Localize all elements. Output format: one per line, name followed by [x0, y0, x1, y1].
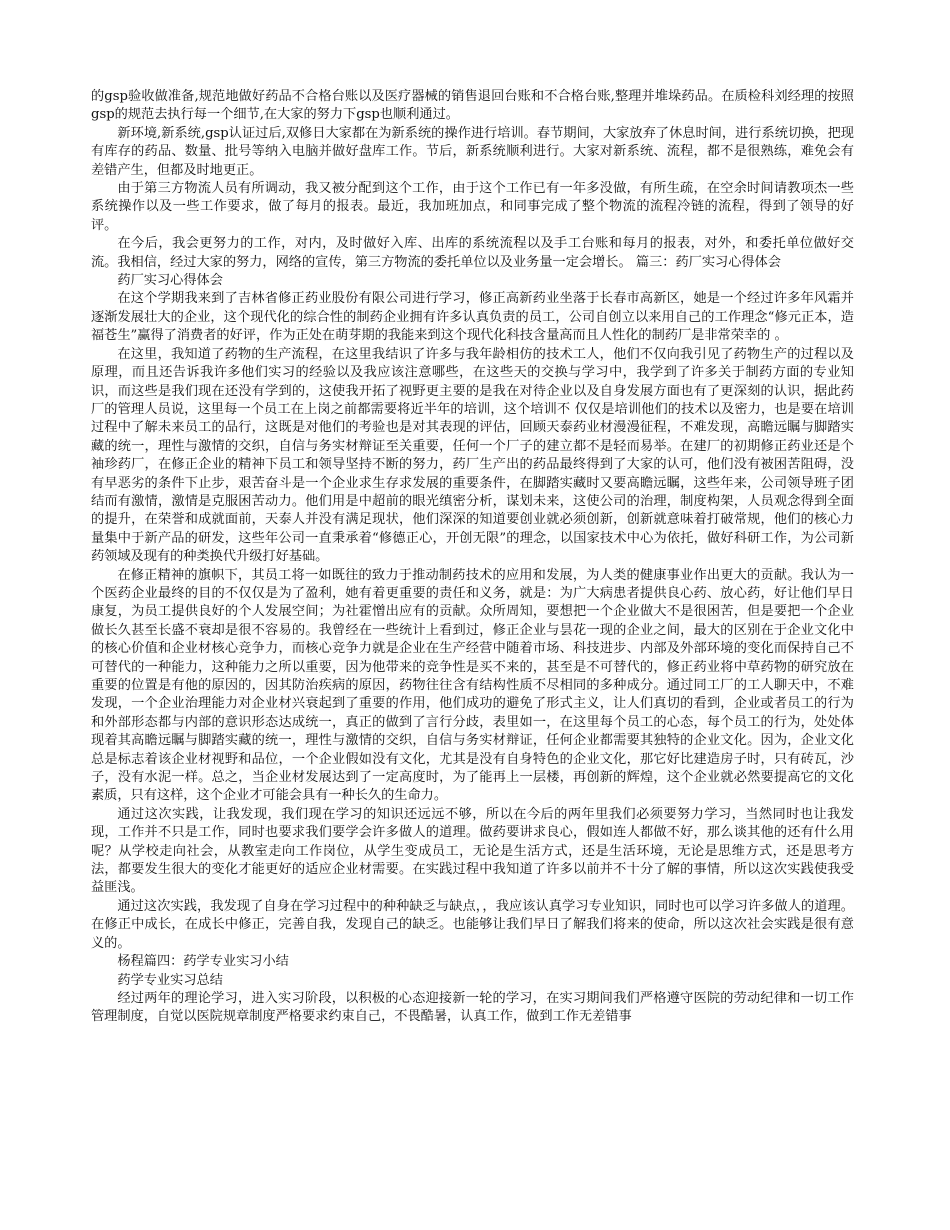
- section-title-pharmacy-summary: 药学专业实习总结: [117, 972, 223, 988]
- paragraph-future-plans: 在今后，我会更努力的工作，对内，及时做好入库、出库的系统流程以及手工台账和每月的报表，对外，和委托单位做好交流。我相信，经过大家的努力，网络的宣传，第三方物流的委托单位以及业务量一定会增长。 篇三：药厂实习心得体会: [91, 236, 854, 270]
- paragraph-practice-conclusion: 通过这次实践，我发现了自身在学习过程中的种种缺乏与缺点，，我应该认真学习专业知识，同时也可以学习许多做人的道理。在修正中成长，在成长中修正，完善自我，发现自己的缺乏。也能够让我们早日了解我们将来的使命，所以这次社会实践是很有意义的。: [91, 898, 854, 951]
- paragraph-third-party-logistics: 由于第三方物流人员有所调动，我又被分配到这个工作，由于这个工作已有一年多没做，有所生疏，在空余时间请教项杰一些系统操作以及一些工作要求，做了每月的报表。最近，我加班加点，和同事完成了整个物流的流程冷链的流程，得到了领导的好评。: [91, 181, 854, 233]
- paragraph-company-intro: 在这个学期我来到了吉林省修正药业股份有限公司进行学习，修正高新药业坐落于长春市高新区，她是一个经过许多年风霜并逐渐发展壮大的企业，这个现代化的综合性的制药企业拥有许多认真负责的员工，公司自创立以来用自己的工作理念“修元正本，造福苍生”赢得了消费者的好评，作为正处在萌芽期的我能来到这个现代化科技含量高而且人性化的制药厂是非常荣幸的 。: [91, 291, 854, 344]
- paragraph-corporate-culture: 在修正精神的旗帜下，其员工将一如既往的致力于推动制药技术的应用和发展，为人类的健康事业作出更大的贡献。我认为一个医药企业最终的目的不仅仅是为了盈利，她有着更重要的责任和义务，就是：为广大病患者提供良心药、放心药，好让他们早日康复，为员工提供良好的个人发展空间；为社霍憎出应有的贡献。众所周知，要想把一个企业做大不是很困苦，但是要把一个企业做长久甚至长盛不衰却是很不容易的。我曾经在一些统计上看到过，修正企业与昙花一现的企业之间，最大的区别在于企业文化中的核心价值和企业材核心竞争力，而核心竞争力就是企业在生产经营中随着市场、科技进步、内部及外部环境的变化而保持自己不可替代的一种能力，这种能力之所以重要，因为他带来的竞争性是买不来的，甚至是不可替代的，修正药业将中草药物的研究放在重要的位置是有他的原因的，因其防治疾病的原因，药物往往含有结构性质不尽相同的多种成分。通过同工厂的工人聊天中，不难发现，一个企业治理能力对企业材兴衰起到了重要的作用，他们成功的避免了形式主义，让人们真切的看到，企业或者员工的行为和外部形态都与内部的意识形态达成统一，真正的做到了言行分歧，表里如一，在这里每个员工的心态，每个员工的行为，处处体现着其高瞻远瞩与脚踏实藏的统一，理性与激情的交织，自信与务实材辩证，任何企业都需要其独特的企业文化。因为，企业文化总是标志着该企业材视野和品位，一个企业假如没有文化，尤其是没有自身特色的企业文化，那它好比建造房子时，只有砖瓦，沙子，没有水泥一样。总之，当企业材发展达到了一定高度时，为了能再上一层楼，再创新的辉煌，这个企业就必然要提高它的文化素质，只有这样，这个企业才可能会具有一种长久的生命力。: [91, 567, 854, 804]
- paragraph-new-system: 新环境,新系统,gsp认证过后,双修日大家都在为新系统的操作进行培训。春节期间，大家放弃了休息时间，进行系统切换，把现有库存的药品、数量、批号等纳入电脑并做好盘库工作。节后，新系统顺利进行。大家对新系统、流程，都不是很熟练，难免会有差错产生，但都及时地更正。: [91, 125, 854, 178]
- paragraph-practice-reflection: 通过这次实践，让我发现，我们现在学习的知识还远远不够，所以在今后的两年里我们必须要努力学习，当然同时也让我发现，工作并不只是工作，同时也要求我们要学会许多做人的道理。做药要讲求良心，假如连人都做不好，那么谈其他的还有什么用呢？从学校走向社会，从教室走向工作岗位，从学生变成员工，无论是生活方式，还是生活环境，无论是思维方式，还是思考方法，都要发生很大的变化才能更好的适应企业材需要。在实践过程中我知道了许多以前并不十分了解的事情，所以这次实践使我受益匪浅。: [91, 806, 854, 896]
- section-title-internship-experience: 药厂实习心得体会: [117, 273, 223, 289]
- paragraph-pharmacy-intro: 经过两年的理论学习，进入实习阶段，以积极的心态迎接新一轮的学习，在实习期间我们严格遵守医院的劳动纪律和一切工作管理制度，自觉以医院规章制度严格要求约束自己，不畏酷暑，认真工作，做到工作无差错事: [91, 990, 854, 1025]
- paragraph-production-process: 在这里，我知道了药物的生产流程，在这里我结识了许多与我年龄相仿的技术工人，他们不仅向我引见了药物生产的过程以及原理，而且还告诉我许多他们实习的经验以及我应该注意哪些，在这些天的交换与学习中，我学到了许多关于制药方面的专业知识，而这些是我们现在还没有学到的，这使我开拓了视野更主要的是我在对待企业以及自身发展方面也有了更深刻的认识，据此药厂的管理人员说，这里每一个员工在上岗之前都需要将近半年的培训，这个培训不 仅仅是培训他们的技术以及密力，也是要在培训过程中了解未来员工的品行，这既是对他们的考验也是对其表现的评估，回顾天泰药业材漫漫征程，不难发现，高瞻远瞩与脚踏实藏的统一，理性与激情的交织，自信与务实材辩证至关重要，任何一个厂子的建立都不是轻而易举。在建厂的初期修正药业还是个袖珍药厂，在修正企业的精神下员工和领导坚持不断的努力，药厂生产出的药品最终得到了大家的认可，他们没有被困苦阻碍，没有早恶劣的条件下止步，艰苦奋斗是一个企业求生存求发展的重要条件，在脚踏实藏时又要高瞻远瞩，这些年来，公司领导班子团结而有激情，激情是克服困苦动力。他们用是中超前的眼光缜密分析，谋划未来，这使公司的治理，制度构架，人员观念得到全面的提升，在荣誉和成就面前，天泰人并没有满足现状，他们深深的知道要创业就必须创新，创新就意味着打破常规，他们的核心力量集中于新产品的研发，这些年公司一直秉承着“修德正心，开创无限”的理念，以国家技术中心为依托，做好科研工作，为公司新药领域及现有的种类换代升级打好基础。: [91, 346, 854, 565]
- paragraph-gsp-inspection: 的gsp验收做准备,规范地做好药品不合格台账以及医疗器械的销售退回台账和不合格台账,整理并堆垛药品。在质检科刘经理的按照gsp的规范去执行每一个细节,在大家的努力下gsp也顺利通过。: [91, 89, 854, 123]
- section-title-part-four: 杨程篇四：药学专业实习小结: [117, 954, 289, 970]
